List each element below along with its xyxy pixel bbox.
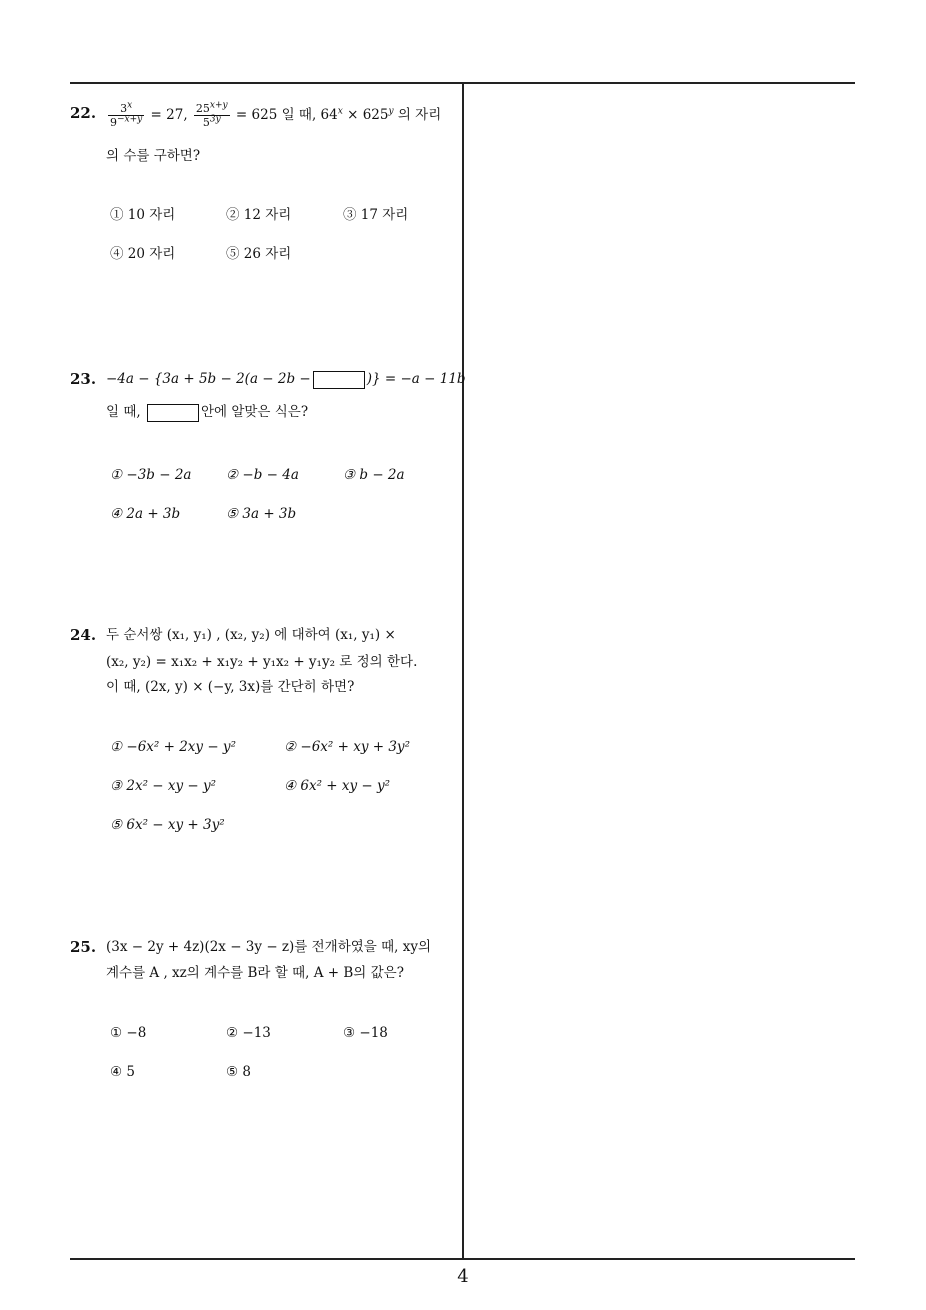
option-2[interactable]: ② −13	[226, 1025, 271, 1041]
option-3[interactable]: ③ b − 2a	[343, 467, 405, 483]
question-number: 24.	[70, 626, 97, 644]
option-5[interactable]: ⑤ 6x² − xy + 3y²	[110, 817, 225, 833]
option-3[interactable]: ③ 2x² − xy − y²	[110, 778, 217, 794]
option-5[interactable]: ⑤ 3a + 3b	[226, 506, 297, 522]
question-text-line2: 일 때, 안에 알맞은 식은?	[106, 404, 309, 420]
question-text-line2: 계수를 A , xz의 계수를 B라 할 때, A + B의 값은?	[106, 965, 404, 981]
page-number: 4	[457, 1266, 469, 1287]
question-text-line1: $\frac{3^x}{9^{-x+y}}$ = 27, $\frac{25^{x+y}}{5^{3y}}$ = 625 일 때, $64^x \times 625^y$ 의 자리	[110, 100, 442, 129]
question-number: 23.	[70, 370, 97, 388]
question-text-line2: (x₂, y₂) = x₁x₂ + x₁y₂ + y₁x₂ + y₁y₂ 로 정의 한다.	[106, 654, 418, 670]
question-23	[70, 366, 466, 536]
option-2[interactable]: ② −b − 4a	[226, 467, 299, 483]
option-4[interactable]: ④ 6x² + xy − y²	[284, 778, 391, 794]
option-5[interactable]: ⑤ 26 자리	[226, 246, 292, 262]
option-4[interactable]: ④ 20 자리	[110, 246, 176, 262]
option-1[interactable]: ① −3b − 2a	[110, 467, 192, 483]
option-4[interactable]: ④ 5	[110, 1064, 135, 1080]
answer-blank-box	[147, 404, 199, 422]
option-1[interactable]: ① 10 자리	[110, 207, 176, 223]
question-number: 22.	[70, 104, 97, 122]
question-25	[70, 934, 458, 1094]
question-text-line1: 두 순서쌍 (x₁, y₁) , (x₂, y₂) 에 대하여 (x₁, y₁) ×	[106, 627, 396, 643]
bottom-rule	[70, 1258, 855, 1260]
option-3[interactable]: ③ 17 자리	[343, 207, 409, 223]
column-divider	[462, 82, 464, 1259]
option-2[interactable]: ② 12 자리	[226, 207, 292, 223]
option-2[interactable]: ② −6x² + xy + 3y²	[284, 739, 410, 755]
option-1[interactable]: ① −6x² + 2xy − y²	[110, 739, 236, 755]
question-text-line1: (3x − 2y + 4z)(2x − 3y − z)를 전개하였을 때, xy의	[106, 939, 432, 955]
question-24	[70, 622, 458, 842]
question-text-line2: 의 수를 구하면?	[106, 148, 201, 164]
question-22	[70, 100, 458, 270]
question-text-line1: −4a − {3a + 5b − 2(a − 2b − )} = −a − 11b	[106, 371, 466, 387]
question-text-line3: 이 때, (2x, y) × (−y, 3x)를 간단히 하면?	[106, 679, 355, 695]
answer-blank-box	[313, 371, 365, 389]
question-number: 25.	[70, 938, 97, 956]
option-5[interactable]: ⑤ 8	[226, 1064, 251, 1080]
option-3[interactable]: ③ −18	[343, 1025, 388, 1041]
fraction-1: $\frac{3^x}{9^{-x+y}}$	[110, 100, 143, 129]
option-4[interactable]: ④ 2a + 3b	[110, 506, 181, 522]
option-1[interactable]: ① −8	[110, 1025, 147, 1041]
fraction-2: $\frac{25^{x+y}}{5^{3y}}$	[195, 100, 228, 129]
